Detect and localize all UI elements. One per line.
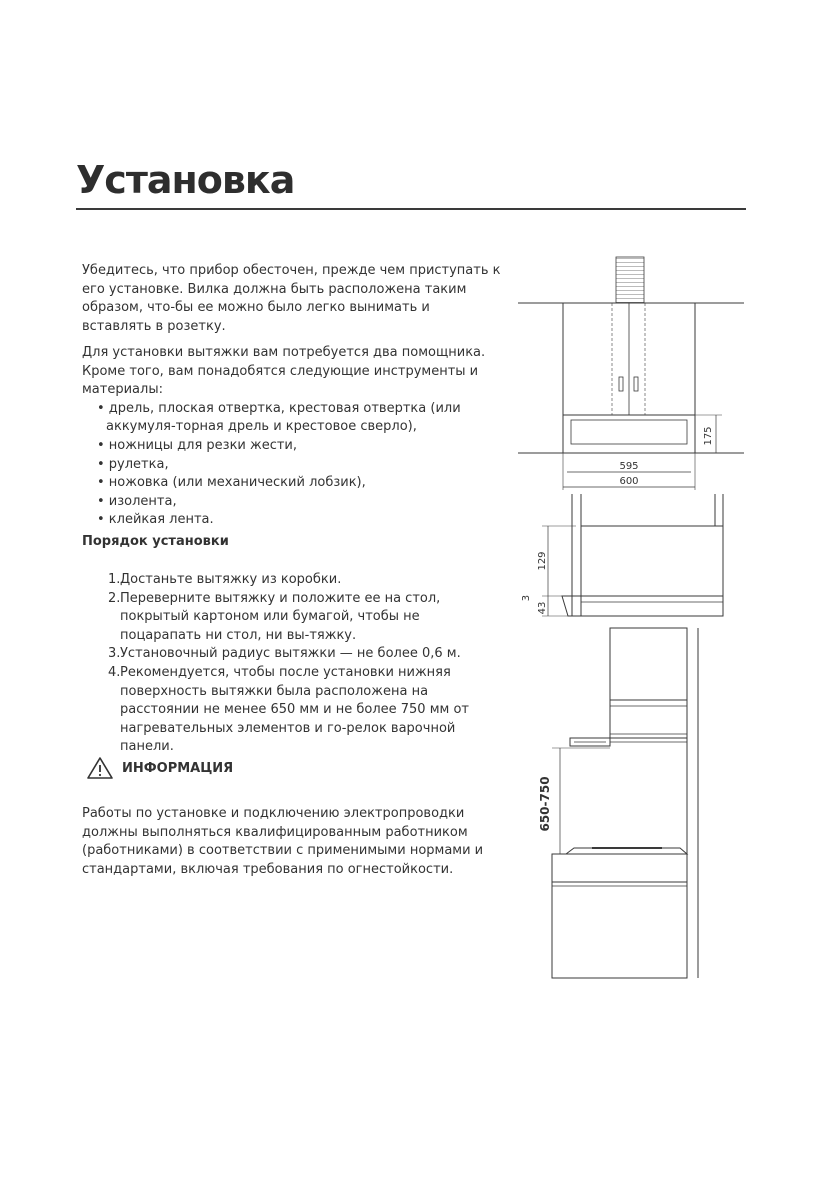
installation-height-diagram — [512, 626, 748, 982]
step-text: Переверните вытяжку и положите ее на стол, покрытый картоном или бумагой, чтобы не поцарапать ни стол, ни вы-тяжку. — [120, 590, 441, 643]
hood-body — [563, 415, 695, 453]
dim-label-650-750: 650-750 — [538, 776, 552, 832]
door-handle — [634, 377, 638, 391]
info-title: ИНФОРМАЦИЯ — [122, 760, 234, 776]
procedure-section — [82, 571, 502, 757]
info-text: Работы по установке и подключению электропроводки должны выполняться квалифицированным работником (работниками) в соответствии с применимыми нормами и стандартами, включая требования по огнестойкости. — [82, 806, 484, 877]
step-number: 2. — [108, 590, 121, 606]
procedure-heading: Порядок установки — [82, 534, 229, 549]
step-text: Установочный радиус вытяжки — не более 0,6 м. — [120, 646, 461, 662]
dim-label-129: 129 — [537, 551, 548, 571]
dim-label-600: 600 — [619, 476, 639, 487]
tools-list-item: • дрель, плоская отвертка, крестовая отвертка (или аккумуля-торная дрель и крестовое сверло), — [97, 400, 461, 435]
tools-list — [82, 400, 502, 530]
dim-label-175: 175 — [703, 426, 714, 446]
intro-paragraph — [82, 262, 502, 336]
base-cabinet — [552, 854, 687, 978]
door-handle — [619, 377, 623, 391]
page-title: Установка — [76, 158, 295, 202]
duct — [616, 257, 644, 303]
intro-text: Убедитесь, что прибор обесточен, прежде чем приступать к его установке. Вилка должна быть расположена таким образом, что-бы ее можно было легко вынимать и вставлять в розетку. — [82, 263, 501, 334]
front-view-diagram — [512, 250, 748, 492]
step-number: 4. — [108, 664, 121, 680]
step-number: 3. — [108, 646, 121, 662]
step-text: Достаньте вытяжку из коробки. — [120, 572, 342, 587]
tools-section — [82, 344, 502, 530]
procedure-step — [82, 645, 502, 664]
tools-list-item: • клейкая лента. — [97, 512, 214, 528]
tools-list-item: • рулетка, — [97, 456, 169, 472]
procedure-step — [82, 664, 502, 757]
side-view-diagram — [512, 494, 748, 624]
tools-list-item: • ножовка (или механический лобзик), — [97, 475, 366, 491]
step-text: Рекомендуется, чтобы после установки нижняя поверхность вытяжки была расположена на расстоянии не менее 650 мм и не более 750 мм от нагревательных элементов и го-релок варочной панели. — [120, 664, 469, 755]
tools-list-item: • изолента, — [97, 493, 177, 509]
info-paragraph — [82, 805, 502, 879]
procedure-step — [82, 571, 502, 590]
info-heading — [86, 756, 233, 780]
dim-label-43: 43 — [537, 601, 548, 615]
tools-list-item: • ножницы для резки жести, — [97, 437, 298, 453]
title-divider — [76, 208, 746, 210]
dim-label-595: 595 — [619, 461, 639, 472]
dim-label-3: 3 — [521, 594, 532, 602]
cabinet-side — [581, 526, 723, 616]
tools-intro-text: Для установки вытяжки вам потребуется два помощника. Кроме того, вам понадобятся следующие инструменты и материалы: — [82, 345, 486, 398]
hood-panel — [571, 420, 687, 444]
procedure-step — [82, 590, 502, 646]
procedure-steps — [82, 571, 502, 757]
step-number: 1. — [108, 572, 121, 587]
warning-triangle-icon — [86, 756, 114, 780]
upper-cabinet — [610, 628, 687, 700]
